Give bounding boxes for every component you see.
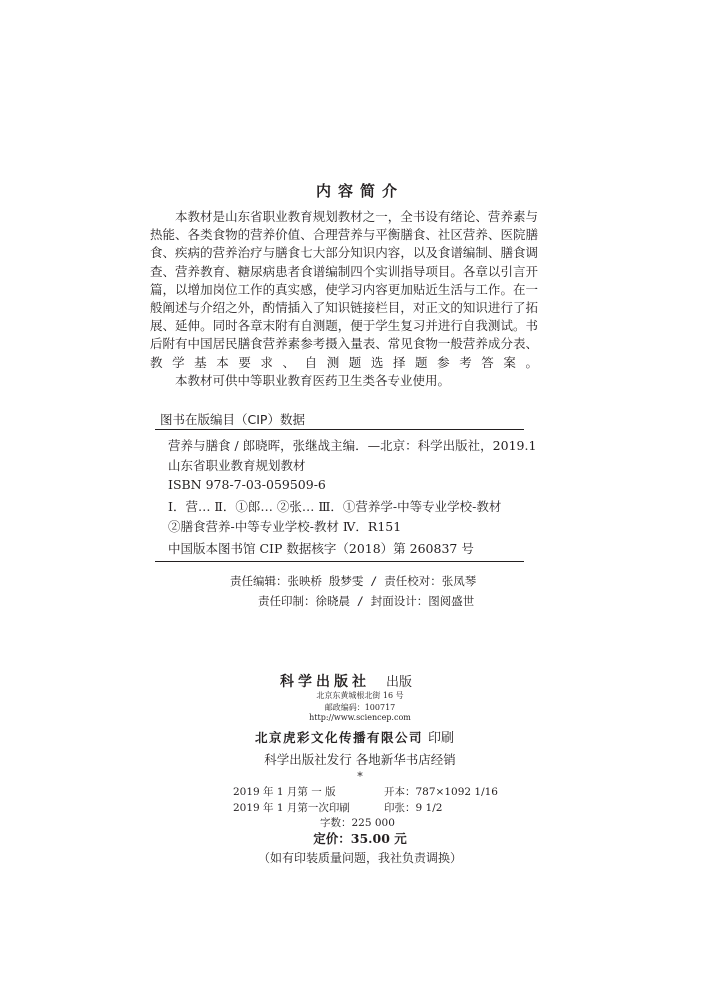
sheets-line: 印张：9 1/2 [384, 802, 443, 814]
cip-line: 山东省职业教育规划教材 [168, 458, 306, 473]
distribution-line: 科学出版社发行 各地新华书店经销 [264, 752, 456, 767]
summary-title: 内容简介 [315, 182, 404, 200]
publisher-postcode: 邮政编码：100717 [324, 703, 396, 712]
format-line: 开本：787×1092 1/16 [384, 786, 498, 798]
printing-line: 2019 年 1 月第一次印刷 [233, 802, 350, 814]
summary-paragraph: 本教材是山东省职业教育规划教材之一，全书设有绪论、营养素与热能、各类食物的营养价值、合理营养与平衡膳食、社区营养、医院膳食、疾病的营养治疗与膳食七大部分知识内容，以及食谱编制、膳食调查、营养教育、糖尿病患者食谱编制四个实训指导项目。各章以引言开篇，以增加岗位工作的真实感，使学习内容更加贴近生活与工作。在一般阐述与介绍之外，酌情插入了知识链接栏目，对正文的知识进行了拓展、延伸。同时各章末附有自测题，便于学生复习并进行自我测试。书后附有中国居民膳食营养素参考摄入量表、常见食物一般营养成分表、教学基本要求、自测题选择题参考答案。 [150, 209, 538, 370]
publisher-suffix: 出版 [386, 675, 413, 690]
printer-suffix: 印刷 [428, 731, 455, 746]
separator-star: * [357, 770, 363, 783]
cip-top-rule [155, 429, 524, 430]
publisher-name: 科学出版社 [280, 674, 370, 690]
cip-isbn: ISBN 978-7-03-059509-6 [168, 477, 326, 492]
printer-name: 北京虎彩文化传播有限公司 [255, 730, 424, 745]
publisher-address: 北京东黄城根北街 16 号 [316, 691, 404, 700]
edition-line: 2019 年 1 月第 一 版 [233, 786, 336, 798]
credits-production: 责任印制：徐晓晨 / 封面设计：图阅盛世 [258, 594, 475, 608]
cip-number: 中国版本图书馆 CIP 数据核字（2018）第 260837 号 [168, 541, 474, 556]
price: 定价：35.00 元 [313, 831, 407, 846]
cip-line: Ⅰ．营… Ⅱ．①郎… ②张… Ⅲ．①营养学-中等专业学校-教材 [168, 499, 502, 514]
summary-paragraph: 本教材可供中等职业教育医药卫生类各专业使用。 [175, 372, 451, 388]
quality-notice: （如有印装质量问题，我社负责调换） [257, 851, 462, 865]
cip-heading: 图书在版编目（CIP）数据 [160, 412, 305, 427]
words-line: 字数：225 000 [320, 817, 395, 829]
cip-bottom-rule [155, 561, 524, 562]
summary-body [150, 208, 538, 390]
cip-line: ②膳食营养-中等专业学校-教材 Ⅳ．R151 [168, 519, 402, 534]
cip-line: 营养与膳食 / 郎晓晖，张继战主编．—北京：科学出版社，2019.1 [168, 438, 537, 453]
credits-editors: 责任编辑：张映桥 殷梦雯 / 责任校对：张凤琴 [230, 574, 477, 588]
publisher-url: http://www.sciencep.com [309, 713, 411, 722]
